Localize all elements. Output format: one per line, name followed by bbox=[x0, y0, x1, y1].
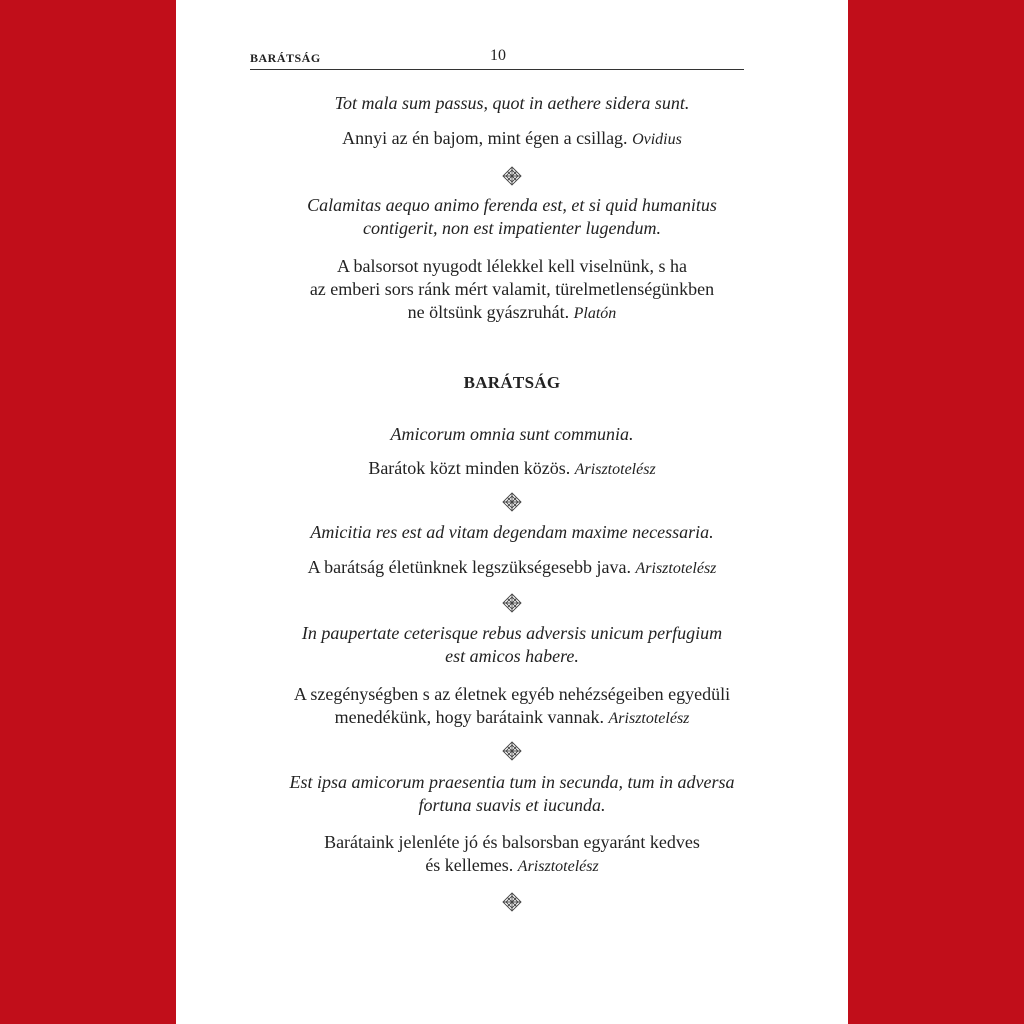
translation-line bbox=[176, 301, 848, 325]
hungarian-translation bbox=[176, 127, 848, 151]
latin-line: est amicos habere. bbox=[445, 646, 579, 666]
quote-author: Ovidius bbox=[632, 131, 682, 148]
translation-line: az emberi sors ránk mért valamit, türelmetlenségünkben bbox=[309, 279, 715, 299]
hungarian-translation bbox=[176, 556, 848, 580]
latin-line: Est ipsa amicorum praesentia tum in secunda, tum in adversa bbox=[289, 772, 735, 792]
translation-line bbox=[176, 854, 848, 878]
translation-text: Annyi az én bajom, mint égen a csillag. bbox=[342, 128, 628, 148]
hungarian-translation bbox=[176, 255, 848, 325]
latin-line: fortuna suavis et iucunda. bbox=[418, 795, 606, 815]
latin-line: contigerit, non est impatienter lugendum. bbox=[363, 218, 661, 238]
hungarian-translation bbox=[176, 457, 848, 481]
header-title: BARÁTSÁG bbox=[250, 51, 321, 65]
translation-text: ne öltsünk gyászruhát. bbox=[407, 302, 570, 322]
latin-quote: Amicitia res est ad vitam degendam maxime necessaria. bbox=[310, 522, 714, 542]
ornament-icon bbox=[502, 593, 522, 613]
quote-author: Platón bbox=[573, 305, 617, 322]
latin-quote bbox=[176, 771, 848, 817]
ornament-icon bbox=[502, 492, 522, 512]
ornament-icon bbox=[502, 741, 522, 761]
translation-line: Barátaink jelenléte jó és balsorsban egyaránt kedves bbox=[324, 832, 700, 852]
page-number: 10 bbox=[490, 47, 506, 64]
ornament-icon bbox=[502, 166, 522, 186]
section-title: BARÁTSÁG bbox=[463, 373, 561, 392]
hungarian-translation bbox=[176, 683, 848, 730]
translation-text: A barátság életünknek legszükségesebb java. bbox=[307, 557, 631, 577]
latin-quote: Amicorum omnia sunt communia. bbox=[390, 424, 634, 444]
latin-quote: Tot mala sum passus, quot in aethere sidera sunt. bbox=[334, 93, 690, 113]
latin-quote bbox=[176, 194, 848, 240]
quote-author: Arisztotelész bbox=[574, 461, 656, 478]
ornament-icon bbox=[502, 892, 522, 912]
book-page bbox=[176, 0, 848, 1024]
translation-text: és kellemes. bbox=[425, 855, 514, 875]
quote-author: Arisztotelész bbox=[635, 560, 717, 577]
translation-line bbox=[176, 706, 848, 730]
latin-line: In paupertate ceterisque rebus adversis unicum perfugium bbox=[301, 623, 723, 643]
translation-text: Barátok közt minden közös. bbox=[368, 458, 571, 478]
latin-quote bbox=[176, 622, 848, 668]
latin-line: Calamitas aequo animo ferenda est, et si quid humanitus bbox=[307, 195, 717, 215]
quote-author: Arisztotelész bbox=[517, 858, 599, 875]
quote-author: Arisztotelész bbox=[608, 710, 690, 727]
hungarian-translation bbox=[176, 831, 848, 878]
translation-line: A szegénységben s az életnek egyéb nehézségeiben egyedüli bbox=[293, 684, 731, 704]
translation-text: menedékünk, hogy barátaink vannak. bbox=[334, 707, 605, 727]
running-header bbox=[250, 47, 744, 70]
translation-line: A balsorsot nyugodt lélekkel kell viselnünk, s ha bbox=[337, 256, 687, 276]
